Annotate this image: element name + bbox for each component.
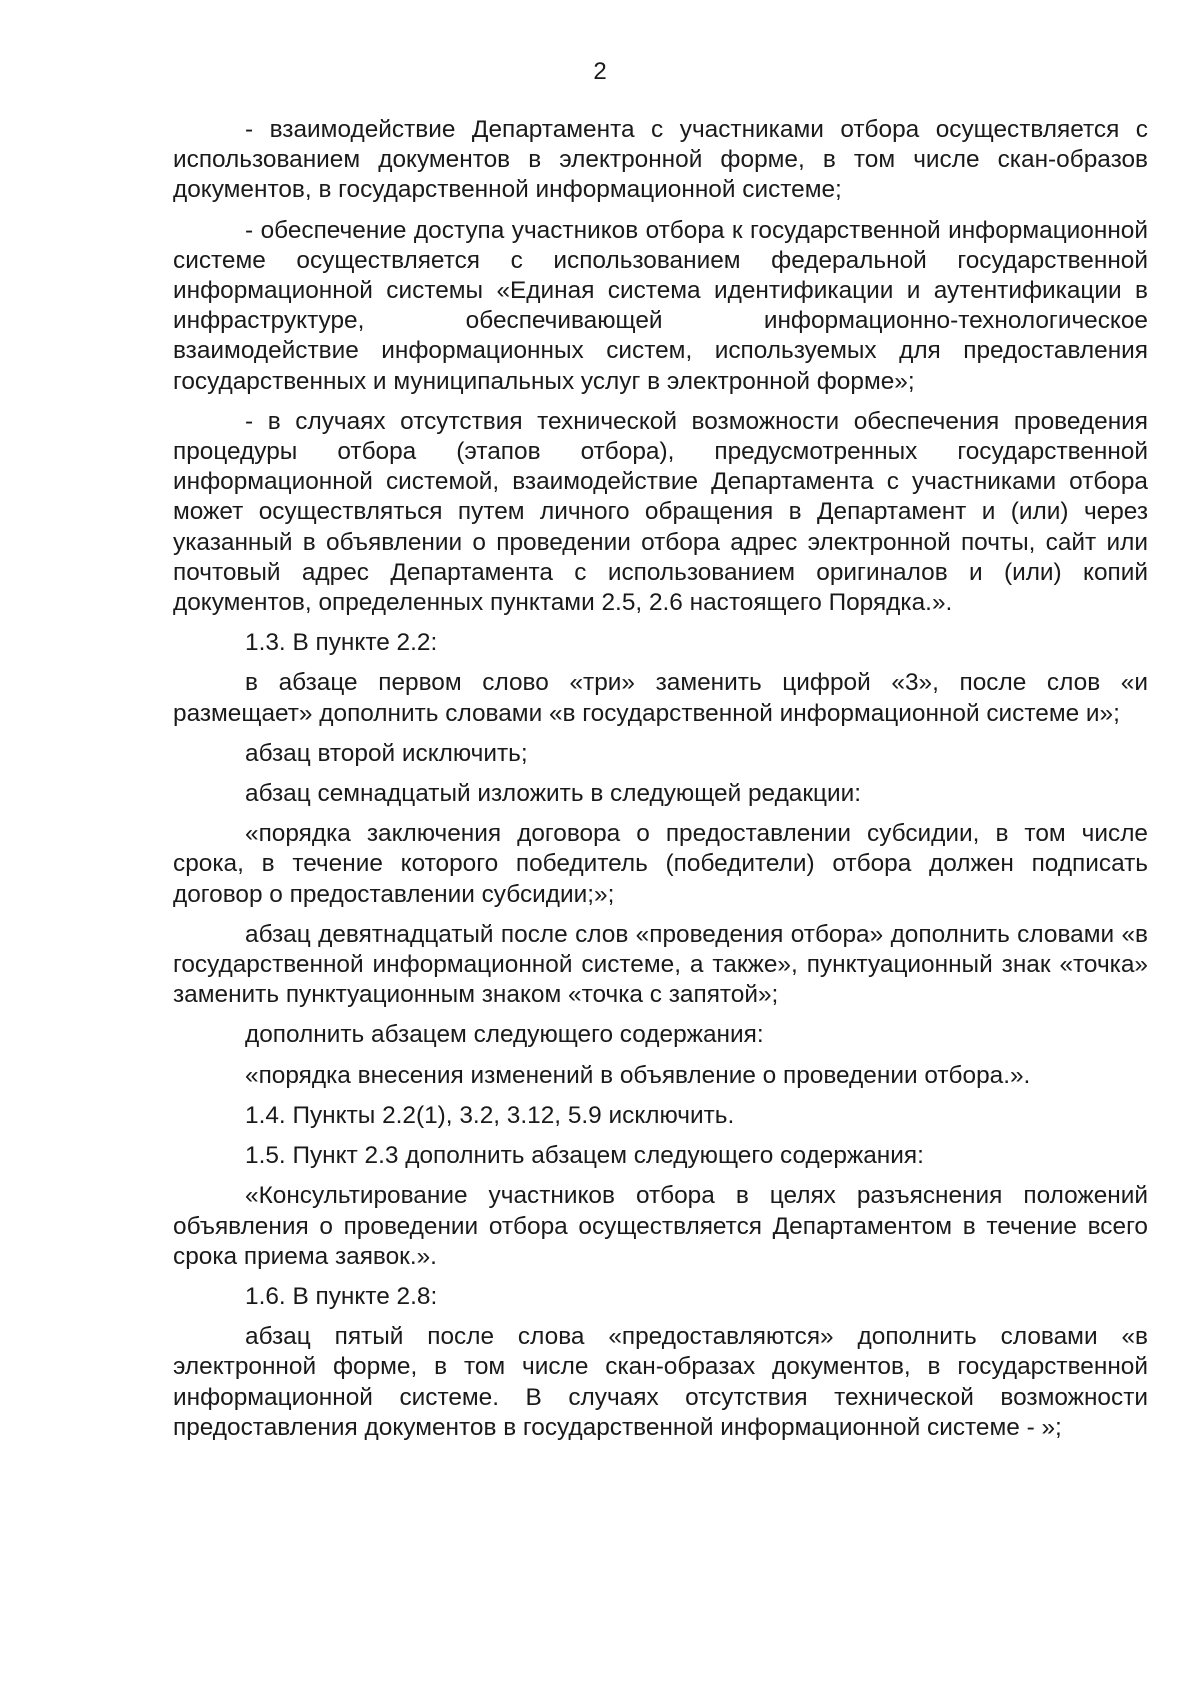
- page-number: 2: [593, 58, 607, 85]
- paragraph-item-1-4: 1.4. Пункты 2.2(1), 3.2, 3.12, 5.9 исключить.: [245, 1101, 735, 1129]
- paragraph-item-1-5: 1.5. Пункт 2.3 дополнить абзацем следующего содержания:: [245, 1142, 924, 1170]
- document-body: [173, 115, 1148, 1443]
- paragraph-first-abzac: в абзаце первом слово «три» заменить цифрой «3», после слов «и размещает» дополнить словами «в государственной информационной системе и»;: [173, 669, 1148, 727]
- paragraph-amendment-procedure: «порядка внесения изменений в объявление о проведении отбора.».: [245, 1061, 1031, 1089]
- paragraph-esia-access: - обеспечение доступа участников отбора к государственной информационной системе осуществляется с использованием федеральной государственной информационной системы «Единая система идентификации и аутентификации в инфраструктуре, обеспечивающей информационно-технологическое взаимодействие информационных систем, используемых для предоставления государственных и муниципальных услуг в электронной форме»;: [173, 216, 1148, 395]
- paragraph-add-abzac: дополнить абзацем следующего содержания:: [245, 1021, 764, 1049]
- paragraph-contract-procedure: «порядка заключения договора о предоставлении субсидии, в том числе срока, в течение которого победитель (победители) отбора должен подписать договор о предоставлении субсидии;»;: [173, 820, 1148, 908]
- paragraph-fifth-abzac: абзац пятый после слова «предоставляются» дополнить словами «в электронной форме, в том числе скан-образах документов, в государственной информационной системе. В случаях отсутствия технической возможности предоставления документов в государственной информационной системе - »;: [173, 1323, 1148, 1441]
- paragraph-seventeenth-abzac: абзац семнадцатый изложить в следующей редакции:: [245, 780, 862, 808]
- paragraph-second-abzac: абзац второй исключить;: [245, 739, 528, 767]
- paragraph-item-1-3: 1.3. В пункте 2.2:: [245, 629, 438, 657]
- paragraph-item-1-6: 1.6. В пункте 2.8:: [245, 1282, 438, 1310]
- paragraph-no-technical-possibility: - в случаях отсутствия технической возможности обеспечения проведения процедуры отбора (этапов отбора), предусмотренных государственной информационной системой, взаимодействие Департамента с участниками отбора может осуществляться путем личного обращения в Департамент и (или) через указанный в объявлении о проведении отбора адрес электронной почты, сайт или почтовый адрес Департамента с использованием оригиналов и (или) копий документов, определенных пунктами 2.5, 2.6 настоящего Порядка.».: [173, 407, 1148, 617]
- paragraph-interaction-electronic: - взаимодействие Департамента с участниками отбора осуществляется с использованием документов в электронной форме, в том числе скан-образов документов, в государственной информационной системе;: [173, 116, 1148, 204]
- paragraph-nineteenth-abzac: абзац девятнадцатый после слов «проведения отбора» дополнить словами «в государственной информационной системе, а также», пунктуационный знак «точка» заменить пунктуационным знаком «точка с запятой»;: [173, 920, 1148, 1009]
- paragraph-consulting: «Консультирование участников отбора в целях разъяснения положений объявления о проведении отбора осуществляется Департаментом в течение всего срока приема заявок.».: [173, 1182, 1148, 1270]
